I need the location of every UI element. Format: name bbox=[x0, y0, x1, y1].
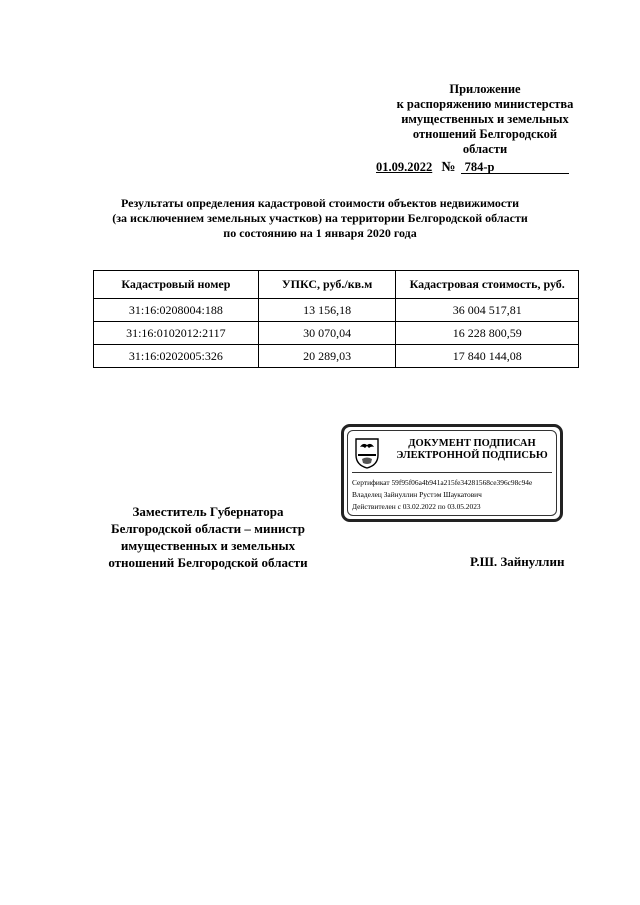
cell-cadastral-number: 31:16:0208004:188 bbox=[94, 299, 259, 322]
electronic-signature-stamp bbox=[341, 424, 563, 522]
appendix-header bbox=[370, 82, 600, 157]
title-line: Результаты определения кадастровой стоимости объектов недвижимости bbox=[120, 196, 520, 210]
stamp-divider bbox=[352, 472, 552, 473]
cell-cadastral-number: 31:16:0202005:326 bbox=[94, 345, 259, 368]
title-line: по состоянию на 1 января 2020 года bbox=[223, 226, 417, 240]
stamp-title-line: ДОКУМЕНТ ПОДПИСАН bbox=[408, 438, 536, 449]
cell-cadastral-value: 16 228 800,59 bbox=[396, 322, 579, 345]
title-line: (за исключением земельных участков) на территории Белгородской области bbox=[112, 211, 528, 225]
cell-cadastral-value: 36 004 517,81 bbox=[396, 299, 579, 322]
order-reference bbox=[376, 160, 596, 176]
header-cadastral-number: Кадастровый номер bbox=[94, 271, 259, 299]
order-number: 784-р bbox=[464, 160, 495, 174]
appendix-line: отношений Белгородской bbox=[412, 127, 558, 141]
appendix-line: Приложение bbox=[449, 82, 521, 96]
stamp-title-line: ЭЛЕКТРОННОЙ ПОДПИСЬЮ bbox=[396, 450, 548, 461]
cadastral-value-table bbox=[93, 270, 579, 368]
signer-position-line: Заместитель Губернатора bbox=[132, 504, 284, 519]
table-header-row bbox=[94, 271, 579, 299]
cell-cadastral-value: 17 840 144,08 bbox=[396, 345, 579, 368]
header-cadastral-value: Кадастровая стоимость, руб. bbox=[396, 271, 579, 299]
table-row bbox=[94, 299, 579, 322]
appendix-line: к распоряжению министерства bbox=[396, 97, 574, 111]
stamp-validity: Действителен с 03.02.2022 по 03.05.2023 bbox=[352, 502, 481, 511]
cell-upks: 30 070,04 bbox=[258, 322, 396, 345]
stamp-owner: Владелец Зайнуллин Рустэм Шаукатович bbox=[352, 490, 482, 499]
coat-of-arms-icon bbox=[354, 437, 380, 469]
cell-upks: 13 156,18 bbox=[258, 299, 396, 322]
signer-position-line: Белгородской области – министр bbox=[111, 521, 305, 536]
document-title bbox=[90, 196, 550, 241]
cell-cadastral-number: 31:16:0102012:2117 bbox=[94, 322, 259, 345]
appendix-line: области bbox=[462, 142, 508, 156]
table-row bbox=[94, 322, 579, 345]
signer-position-line: отношений Белгородской области bbox=[108, 555, 308, 570]
order-date: 01.09.2022 bbox=[376, 160, 433, 174]
stamp-title bbox=[386, 438, 558, 462]
cell-upks: 20 289,03 bbox=[258, 345, 396, 368]
order-number-label: № bbox=[441, 160, 456, 175]
table-row bbox=[94, 345, 579, 368]
stamp-certificate: Сертификат 59f95f06a4b941a215fe34281568ce396c98c94e bbox=[352, 478, 533, 487]
header-upks: УПКС, руб./кв.м bbox=[258, 271, 396, 299]
signer-name: Р.Ш. Зайнуллин bbox=[470, 554, 565, 569]
signer-position-line: имущественных и земельных bbox=[120, 538, 296, 553]
appendix-line: имущественных и земельных bbox=[401, 112, 569, 126]
signer-position bbox=[88, 503, 328, 571]
